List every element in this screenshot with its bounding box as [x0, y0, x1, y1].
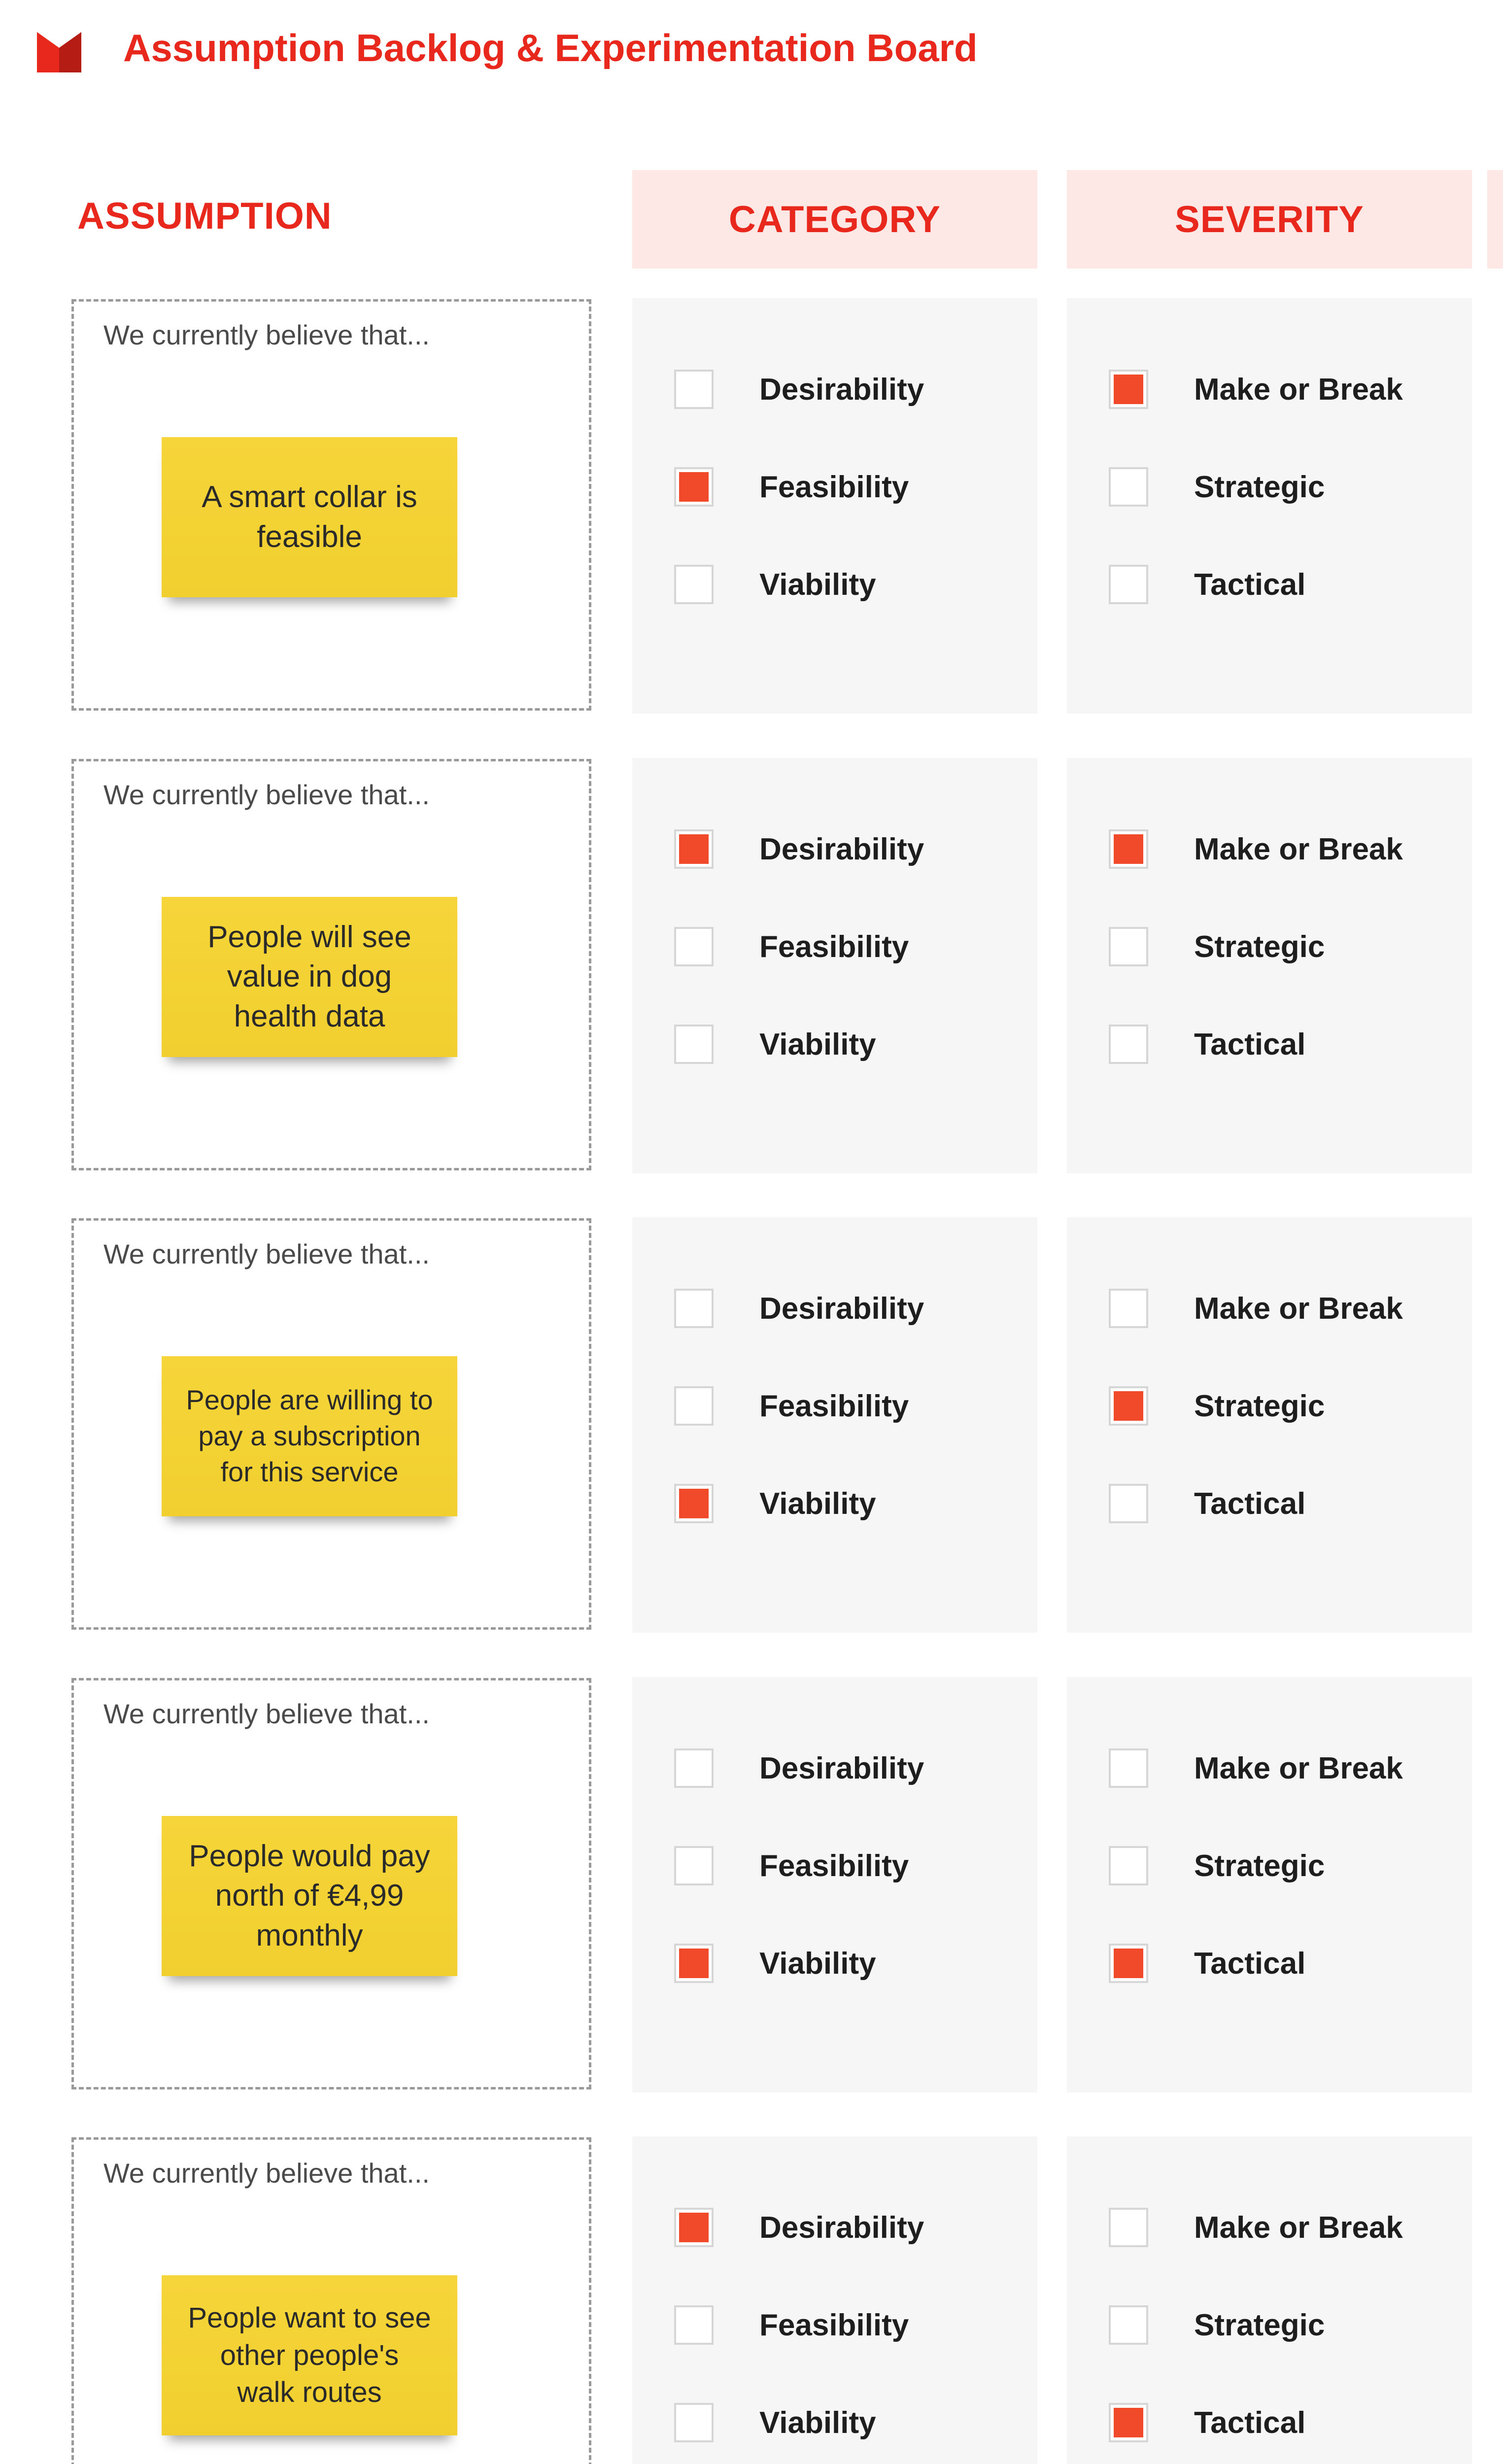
checkbox-unchecked[interactable]: [1109, 1846, 1148, 1885]
column-header-assumption: ASSUMPTION: [77, 195, 332, 237]
checkbox-unchecked[interactable]: [1109, 565, 1148, 604]
category-option-viability[interactable]: [674, 1481, 876, 1526]
checkbox-unchecked[interactable]: [674, 1846, 714, 1885]
category-option-feasibility[interactable]: [674, 1844, 909, 1888]
sticky-note-text: People want to see other people's walk routes: [188, 2302, 431, 2409]
checkbox-unchecked[interactable]: [674, 370, 714, 409]
checkbox-checked[interactable]: [1109, 829, 1148, 869]
severity-option-label: Tactical: [1194, 1486, 1306, 1521]
sticky-note-text: People are willing to pay a subscription for this service: [186, 1384, 433, 1487]
category-panel: [632, 298, 1037, 714]
category-option-desirability[interactable]: [674, 1746, 924, 1790]
category-option-label: Feasibility: [759, 1848, 909, 1883]
assumption-card: [71, 759, 591, 1170]
category-option-viability[interactable]: [674, 1941, 876, 1985]
category-option-desirability[interactable]: [674, 1286, 924, 1331]
assumption-card: [71, 1218, 591, 1630]
category-option-feasibility[interactable]: [674, 465, 909, 509]
category-option-label: Viability: [759, 567, 876, 602]
sticky-note-text: People will see value in dog health data: [207, 920, 411, 1033]
checkbox-unchecked[interactable]: [1109, 467, 1148, 507]
sticky-note[interactable]: [162, 2275, 457, 2435]
severity-option-label: Make or Break: [1194, 832, 1403, 866]
severity-option-strategic[interactable]: [1109, 465, 1325, 509]
assumption-lead-text: We currently believe that...: [103, 779, 430, 810]
severity-panel: [1067, 758, 1472, 1173]
severity-option-label: Strategic: [1194, 1389, 1325, 1423]
category-option-viability[interactable]: [674, 1022, 876, 1066]
category-option-feasibility[interactable]: [674, 2303, 909, 2347]
severity-option-make-or-break[interactable]: [1109, 1286, 1403, 1331]
severity-option-tactical[interactable]: [1109, 1481, 1305, 1526]
checkbox-checked[interactable]: [674, 1484, 714, 1523]
brand-logo-icon: [37, 28, 81, 72]
sticky-note[interactable]: [162, 437, 457, 597]
severity-option-make-or-break[interactable]: [1109, 827, 1403, 871]
severity-option-label: Tactical: [1194, 2405, 1306, 2440]
severity-option-tactical[interactable]: [1109, 562, 1305, 607]
severity-option-make-or-break[interactable]: [1109, 1746, 1403, 1790]
assumption-card: [71, 2137, 591, 2464]
checkbox-checked[interactable]: [1109, 1386, 1148, 1426]
checkbox-checked[interactable]: [1109, 1944, 1148, 1983]
checkbox-unchecked[interactable]: [674, 927, 714, 966]
severity-option-strategic[interactable]: [1109, 1844, 1325, 1888]
assumption-lead-text: We currently believe that...: [103, 1698, 430, 1729]
assumption-card: [71, 299, 591, 711]
category-option-feasibility[interactable]: [674, 924, 909, 969]
category-option-label: Viability: [759, 1946, 876, 1981]
severity-option-strategic[interactable]: [1109, 924, 1325, 969]
category-option-label: Feasibility: [759, 1389, 909, 1423]
severity-option-label: Strategic: [1194, 1848, 1325, 1883]
checkbox-unchecked[interactable]: [1109, 1025, 1148, 1064]
severity-option-strategic[interactable]: [1109, 1384, 1325, 1428]
severity-option-tactical[interactable]: [1109, 1022, 1305, 1066]
severity-panel: [1067, 2136, 1472, 2464]
sticky-note[interactable]: [162, 897, 457, 1057]
column-header-next-edge: [1487, 170, 1503, 269]
category-option-label: Feasibility: [759, 929, 909, 964]
assumption-lead-text: We currently believe that...: [103, 319, 430, 350]
checkbox-checked[interactable]: [674, 2208, 714, 2247]
severity-option-make-or-break[interactable]: [1109, 367, 1403, 411]
severity-option-label: Make or Break: [1194, 2210, 1403, 2245]
category-option-label: Desirability: [759, 372, 924, 407]
checkbox-unchecked[interactable]: [1109, 2305, 1148, 2345]
checkbox-unchecked[interactable]: [1109, 1748, 1148, 1788]
checkbox-checked[interactable]: [1109, 370, 1148, 409]
category-option-viability[interactable]: [674, 2400, 876, 2445]
category-panel: [632, 758, 1037, 1173]
severity-option-label: Tactical: [1194, 567, 1306, 602]
category-option-label: Feasibility: [759, 470, 909, 504]
checkbox-checked[interactable]: [1109, 2403, 1148, 2442]
category-option-label: Feasibility: [759, 2308, 909, 2342]
category-option-label: Viability: [759, 1027, 876, 1061]
checkbox-unchecked[interactable]: [674, 1025, 714, 1064]
column-header-category: CATEGORY: [632, 170, 1037, 269]
severity-panel: [1067, 298, 1472, 714]
severity-option-label: Make or Break: [1194, 1751, 1403, 1785]
checkbox-unchecked[interactable]: [674, 1748, 714, 1788]
severity-option-label: Make or Break: [1194, 372, 1403, 407]
category-option-desirability[interactable]: [674, 827, 924, 871]
checkbox-unchecked[interactable]: [1109, 1484, 1148, 1523]
severity-option-label: Tactical: [1194, 1946, 1306, 1981]
category-option-desirability[interactable]: [674, 2205, 924, 2250]
sticky-note-text: People would pay north of €4,99 monthly: [189, 1839, 430, 1952]
category-option-label: Desirability: [759, 832, 924, 866]
assumption-card: [71, 1678, 591, 2089]
severity-option-tactical[interactable]: [1109, 2400, 1305, 2445]
severity-option-label: Make or Break: [1194, 1291, 1403, 1326]
checkbox-unchecked[interactable]: [674, 1289, 714, 1328]
checkbox-unchecked[interactable]: [1109, 1289, 1148, 1328]
severity-panel: [1067, 1217, 1472, 1633]
checkbox-unchecked[interactable]: [1109, 2208, 1148, 2247]
checkbox-checked[interactable]: [674, 1944, 714, 1983]
severity-option-label: Tactical: [1194, 1027, 1306, 1061]
checkbox-unchecked[interactable]: [674, 565, 714, 604]
category-option-viability[interactable]: [674, 562, 876, 607]
checkbox-unchecked[interactable]: [674, 1386, 714, 1426]
category-panel: [632, 1677, 1037, 2092]
severity-panel: [1067, 1677, 1472, 2092]
checkbox-unchecked[interactable]: [674, 2305, 714, 2345]
category-option-label: Viability: [759, 2405, 876, 2440]
category-panel: [632, 2136, 1037, 2464]
severity-option-label: Strategic: [1194, 929, 1325, 964]
category-panel: [632, 1217, 1037, 1633]
severity-option-make-or-break[interactable]: [1109, 2205, 1403, 2250]
category-option-label: Desirability: [759, 1291, 924, 1326]
category-option-desirability[interactable]: [674, 367, 924, 411]
severity-option-tactical[interactable]: [1109, 1941, 1305, 1985]
sticky-note[interactable]: [162, 1356, 457, 1516]
category-option-label: Viability: [759, 1486, 876, 1521]
category-option-label: Desirability: [759, 1751, 924, 1785]
severity-option-label: Strategic: [1194, 470, 1325, 504]
checkbox-unchecked[interactable]: [1109, 927, 1148, 966]
category-option-label: Desirability: [759, 2210, 924, 2245]
checkbox-unchecked[interactable]: [674, 2403, 714, 2442]
severity-option-strategic[interactable]: [1109, 2303, 1325, 2347]
category-option-feasibility[interactable]: [674, 1384, 909, 1428]
board-title: Assumption Backlog & Experimentation Board: [123, 26, 978, 69]
assumption-lead-text: We currently believe that...: [103, 1238, 430, 1269]
checkbox-checked[interactable]: [674, 829, 714, 869]
column-header-severity: SEVERITY: [1067, 170, 1472, 269]
sticky-note[interactable]: [162, 1816, 457, 1976]
checkbox-checked[interactable]: [674, 467, 714, 507]
assumption-lead-text: We currently believe that...: [103, 2157, 430, 2189]
severity-option-label: Strategic: [1194, 2308, 1325, 2342]
sticky-note-text: A smart collar is feasible: [202, 479, 417, 554]
